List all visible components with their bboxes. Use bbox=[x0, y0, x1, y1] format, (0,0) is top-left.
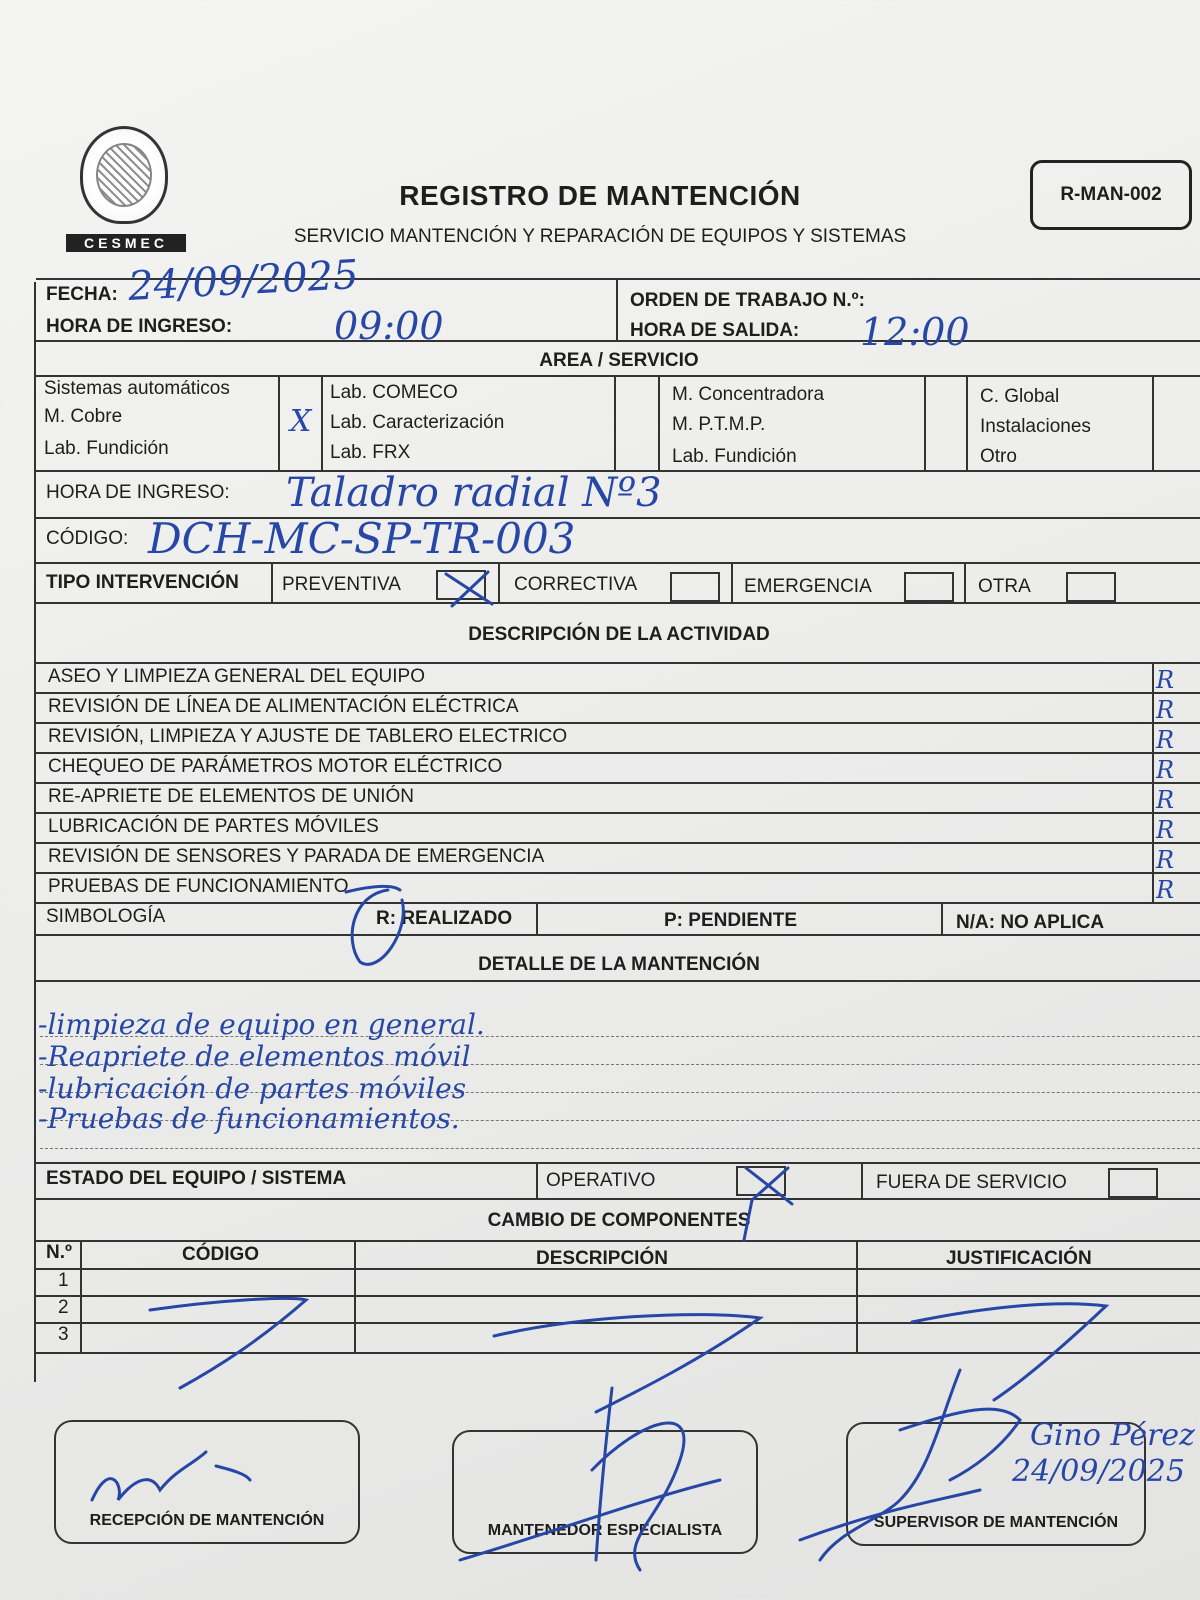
area-lab-frx: Lab. FRX bbox=[330, 442, 411, 463]
form-subtitle: SERVICIO MANTENCIÓN Y REPARACIÓN DE EQUIPOS Y SISTEMAS bbox=[293, 226, 907, 247]
status-r: R bbox=[1156, 696, 1175, 724]
operativo-label: OPERATIVO bbox=[546, 1170, 656, 1191]
estado-equipo-label: ESTADO DEL EQUIPO / SISTEMA bbox=[46, 1168, 347, 1189]
orden-trabajo-label: ORDEN DE TRABAJO N.º: bbox=[630, 290, 865, 311]
supervisor-date-handwritten: 24/09/2025 bbox=[1012, 1454, 1185, 1489]
status-r: R bbox=[1156, 786, 1175, 814]
simbologia-label: SIMBOLOGÍA bbox=[46, 906, 166, 927]
tipo-intervencion-label: TIPO INTERVENCIÓN bbox=[46, 572, 239, 593]
emergencia-checkbox[interactable] bbox=[904, 572, 954, 602]
area-m-cobre: M. Cobre bbox=[44, 406, 123, 427]
area-otro: Otro bbox=[980, 446, 1017, 467]
area-m-concentradora: M. Concentradora bbox=[672, 384, 825, 405]
codigo-label: CÓDIGO: bbox=[46, 528, 129, 549]
status-r: R bbox=[1156, 666, 1175, 694]
area-lab-fundicion-2: Lab. Fundición bbox=[672, 446, 797, 467]
activity-item: REVISIÓN DE SENSORES Y PARADA DE EMERGENCIA bbox=[48, 846, 545, 867]
col-codigo: CÓDIGO bbox=[182, 1244, 260, 1265]
activity-item: LUBRICACIÓN DE PARTES MÓVILES bbox=[48, 816, 379, 837]
fecha-handwritten: 24/09/2025 bbox=[126, 251, 360, 311]
hora-salida-label: HORA DE SALIDA: bbox=[630, 320, 800, 341]
simbologia-no-aplica: N/A: NO APLICA bbox=[956, 912, 1105, 933]
activity-item: REVISIÓN, LIMPIEZA Y AJUSTE DE TABLERO ELECTRICO bbox=[48, 726, 568, 747]
fuera-servicio-label: FUERA DE SERVICIO bbox=[876, 1172, 1067, 1193]
hora-ingreso-label: HORA DE INGRESO: bbox=[46, 316, 233, 337]
simbologia-realizado: R: REALIZADO bbox=[376, 908, 513, 929]
otra-label: OTRA bbox=[978, 576, 1031, 597]
area-c-global: C. Global bbox=[980, 386, 1060, 407]
recepcion-signature-box[interactable] bbox=[54, 1420, 360, 1544]
maintenance-form bbox=[34, 282, 1200, 1382]
area-m-ptmp: M. P.T.M.P. bbox=[672, 414, 766, 435]
fecha-label: FECHA: bbox=[46, 284, 118, 305]
operativo-checkbox[interactable] bbox=[736, 1166, 786, 1196]
col-justificacion: JUSTIFICACIÓN bbox=[946, 1248, 1092, 1269]
detail-line: -lubricación de partes móviles bbox=[38, 1072, 467, 1105]
table-row-number: 3 bbox=[58, 1324, 69, 1345]
supervisor-label: SUPERVISOR DE MANTENCIÓN bbox=[873, 1514, 1119, 1531]
mantenedor-signature-box[interactable] bbox=[452, 1430, 758, 1554]
codigo-handwritten: DCH-MC-SP-TR-003 bbox=[148, 514, 576, 563]
descripcion-actividad-heading: DESCRIPCIÓN DE LA ACTIVIDAD bbox=[468, 624, 770, 645]
correctiva-checkbox[interactable] bbox=[670, 572, 720, 602]
correctiva-label: CORRECTIVA bbox=[514, 574, 638, 595]
preventiva-checkbox[interactable] bbox=[436, 570, 486, 600]
preventiva-label: PREVENTIVA bbox=[282, 574, 401, 595]
col-numero: N.º bbox=[46, 1242, 72, 1263]
activity-item: ASEO Y LIMPIEZA GENERAL DEL EQUIPO bbox=[48, 666, 425, 687]
area-sistemas-automaticos: Sistemas automáticos bbox=[44, 378, 230, 399]
area-lab-comeco: Lab. COMECO bbox=[330, 382, 458, 403]
detail-line: -Reapriete de elementos móvil bbox=[38, 1040, 471, 1073]
area-lab-fundicion-1: Lab. Fundición bbox=[44, 438, 169, 459]
recepcion-label: RECEPCIÓN DE MANTENCIÓN bbox=[89, 1512, 325, 1529]
form-title: REGISTRO DE MANTENCIÓN bbox=[399, 180, 801, 211]
status-r: R bbox=[1156, 846, 1175, 874]
detalle-mantencion-heading: DETALLE DE LA MANTENCIÓN bbox=[478, 954, 760, 975]
emergencia-label: EMERGENCIA bbox=[744, 576, 872, 597]
table-row-number: 2 bbox=[58, 1297, 69, 1318]
area-lab-caracterizacion: Lab. Caracterización bbox=[330, 412, 505, 433]
activity-item: CHEQUEO DE PARÁMETROS MOTOR ELÉCTRICO bbox=[48, 756, 503, 777]
activity-item: REVISIÓN DE LÍNEA DE ALIMENTACIÓN ELÉCTRICA bbox=[48, 696, 519, 717]
cesmec-logo bbox=[66, 126, 186, 254]
status-r: R bbox=[1156, 756, 1175, 784]
status-r: R bbox=[1156, 726, 1175, 754]
status-r: R bbox=[1156, 876, 1175, 904]
equipo-handwritten: Taladro radial Nº3 bbox=[286, 470, 662, 516]
activity-item: PRUEBAS DE FUNCIONAMIENTO bbox=[48, 876, 349, 897]
otra-checkbox[interactable] bbox=[1066, 572, 1116, 602]
detail-line: -limpieza de equipo en general. bbox=[38, 1008, 485, 1041]
detail-line: -Pruebas de funcionamientos. bbox=[38, 1102, 460, 1135]
hora-ingreso-handwritten: 09:00 bbox=[334, 304, 444, 348]
activity-item: RE-APRIETE DE ELEMENTOS DE UNIÓN bbox=[48, 786, 414, 807]
area-servicio-heading: AREA / SERVICIO bbox=[539, 350, 699, 371]
equipo-label: HORA DE INGRESO: bbox=[46, 482, 230, 503]
status-r: R bbox=[1156, 816, 1175, 844]
area-instalaciones: Instalaciones bbox=[980, 416, 1091, 437]
form-code-badge: R-MAN-002 bbox=[1030, 160, 1192, 230]
table-row-number: 1 bbox=[58, 1270, 69, 1291]
cambio-componentes-heading: CAMBIO DE COMPONENTES bbox=[487, 1210, 751, 1231]
area-mark-x: X bbox=[290, 404, 312, 439]
hora-salida-handwritten: 12:00 bbox=[860, 310, 970, 354]
col-descripcion: DESCRIPCIÓN bbox=[536, 1248, 668, 1269]
mantenedor-label: MANTENEDOR ESPECIALISTA bbox=[487, 1522, 723, 1539]
fuera-servicio-checkbox[interactable] bbox=[1108, 1168, 1158, 1198]
supervisor-name-handwritten: Gino Pérez bbox=[1030, 1418, 1195, 1453]
logo-wordmark: CESMEC bbox=[66, 234, 186, 252]
simbologia-pendiente: P: PENDIENTE bbox=[664, 910, 798, 931]
bureau-veritas-seal-icon bbox=[80, 126, 168, 224]
